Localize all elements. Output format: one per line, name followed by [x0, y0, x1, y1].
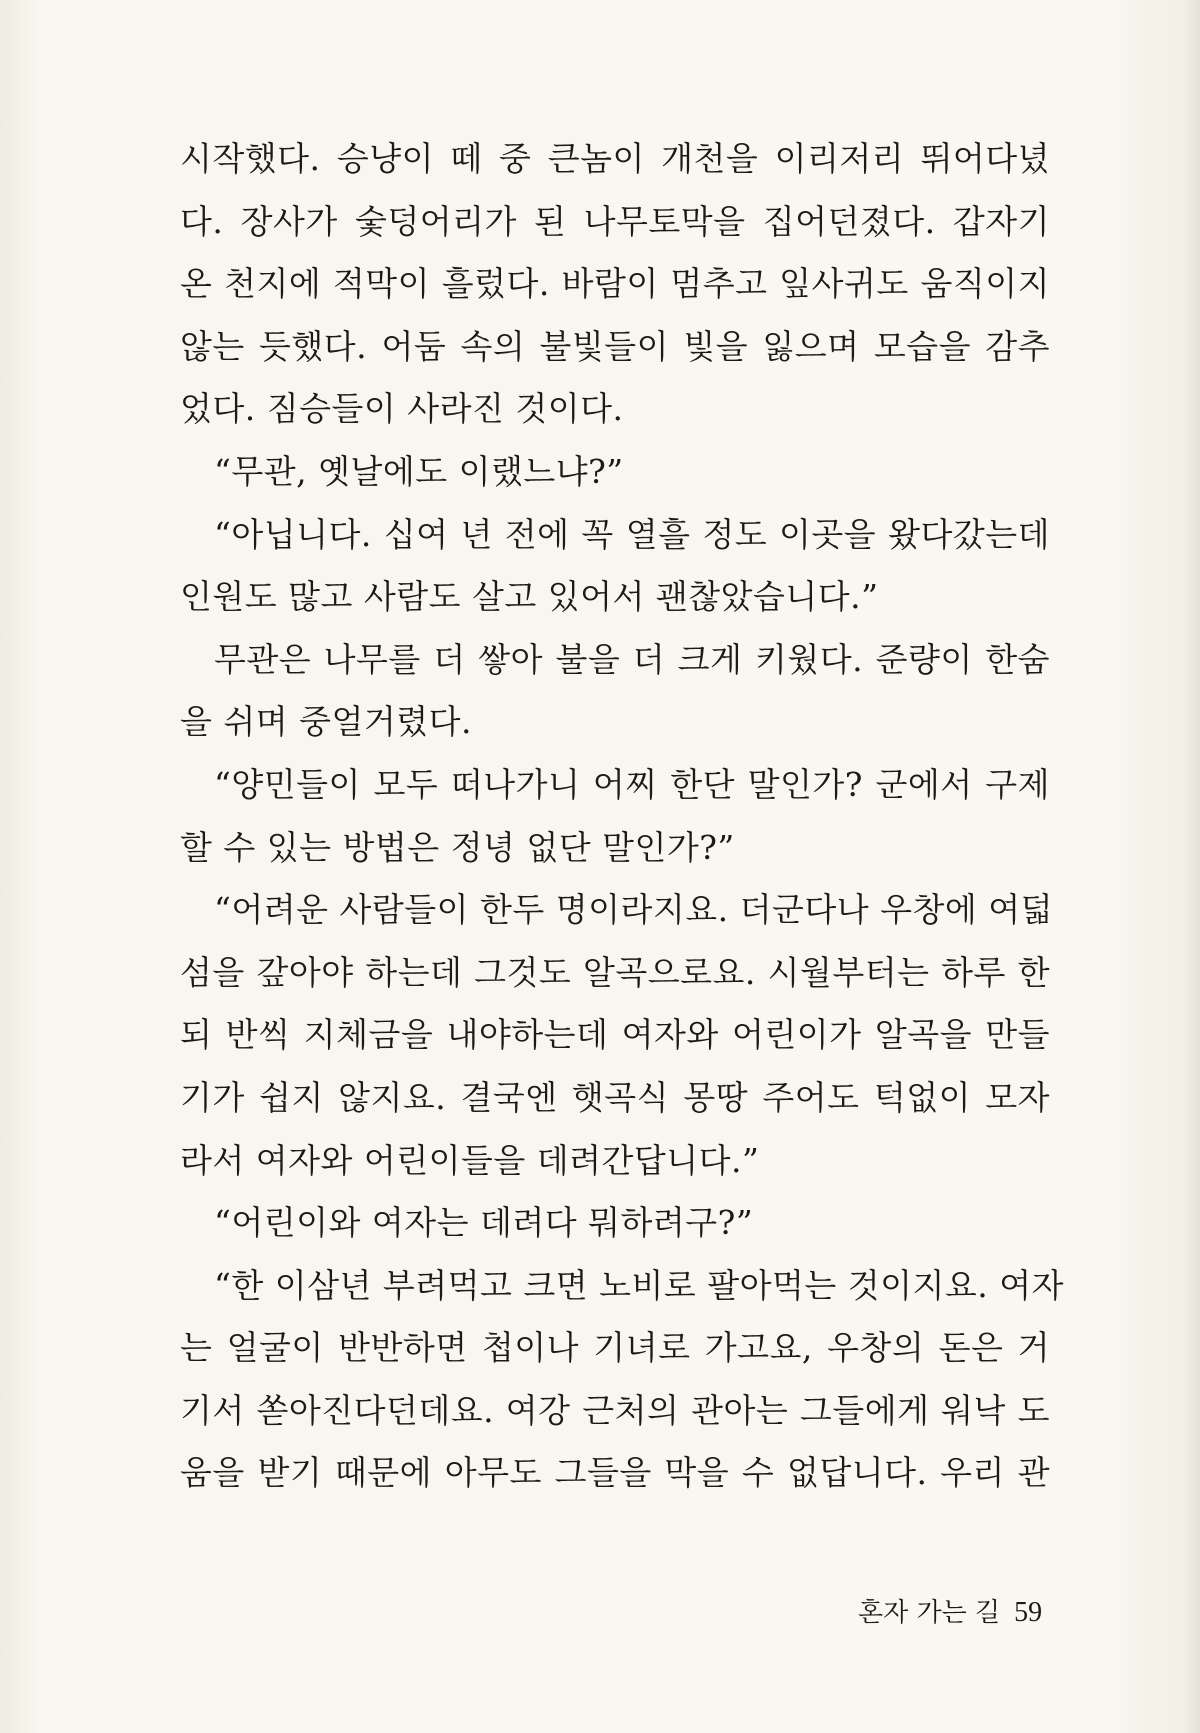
dialogue-line: “무관, 옛날에도 이랬느냐?” — [214, 451, 624, 491]
dialogue-line: “양민들이 모두 떠나가니 어찌 한단 말인가? 군에서 구제 — [214, 764, 1050, 804]
page-number: 59 — [1014, 1597, 1043, 1628]
text-line: 기가 쉽지 않지요. 결국엔 햇곡식 몽땅 주어도 턱없이 모자 — [180, 1077, 1050, 1117]
text-line: 는 얼굴이 반반하면 첩이나 기녀로 가고요, 우창의 돈은 거 — [180, 1328, 1050, 1368]
text-line: 무관은 나무를 더 쌓아 불을 더 크게 키웠다. 준량이 한숨 — [214, 639, 1050, 679]
text-line: 온 천지에 적막이 흘렀다. 바람이 멈추고 잎사귀도 움직이지 — [180, 264, 1050, 304]
text-line: 되 반씩 지체금을 내야하는데 여자와 어린이가 알곡을 만들 — [180, 1015, 1050, 1055]
page-edge-shadow — [1182, 0, 1200, 1733]
text-line: 다. 장사가 숯덩어리가 된 나무토막을 집어던졌다. 갑자기 — [180, 201, 1050, 241]
page-footer — [858, 1592, 1042, 1629]
text-line: 기서 쏟아진다던데요. 여강 근처의 관아는 그들에게 워낙 도 — [180, 1390, 1050, 1430]
dialogue-line: “아닙니다. 십여 년 전에 꼭 열흘 정도 이곳을 왔다갔는데 — [214, 514, 1050, 554]
text-line: 할 수 있는 방법은 정녕 없단 말인가?” — [180, 827, 735, 867]
text-line: 을 쉬며 중얼거렸다. — [180, 702, 472, 742]
running-title: 혼자 가는 길 — [858, 1598, 1001, 1628]
text-line: 라서 여자와 어린이들을 데려간답니다.” — [180, 1140, 760, 1180]
body-text — [180, 128, 1064, 1505]
text-line: 움을 받기 때문에 아무도 그들을 막을 수 없답니다. 우리 관 — [180, 1453, 1050, 1493]
dialogue-line: “한 이삼년 부려먹고 크면 노비로 팔아먹는 것이지요. 여자 — [214, 1265, 1064, 1305]
text-line: 않는 듯했다. 어둠 속의 불빛들이 빛을 잃으며 모습을 감추 — [180, 326, 1050, 366]
text-line: 었다. 짐승들이 사라진 것이다. — [180, 389, 624, 429]
dialogue-line: “어린이와 여자는 데려다 뭐하려구?” — [214, 1203, 754, 1243]
dialogue-line: “어려운 사람들이 한두 명이라지요. 더군다나 우창에 여덟 — [214, 890, 1053, 930]
text-line: 인원도 많고 사람도 살고 있어서 괜찮았습니다.” — [180, 577, 879, 617]
text-line: 섬을 갚아야 하는데 그것도 알곡으로요. 시월부터는 하루 한 — [180, 952, 1050, 992]
text-line: 시작했다. 승냥이 떼 중 큰놈이 개천을 이리저리 뛰어다녔 — [180, 139, 1050, 178]
